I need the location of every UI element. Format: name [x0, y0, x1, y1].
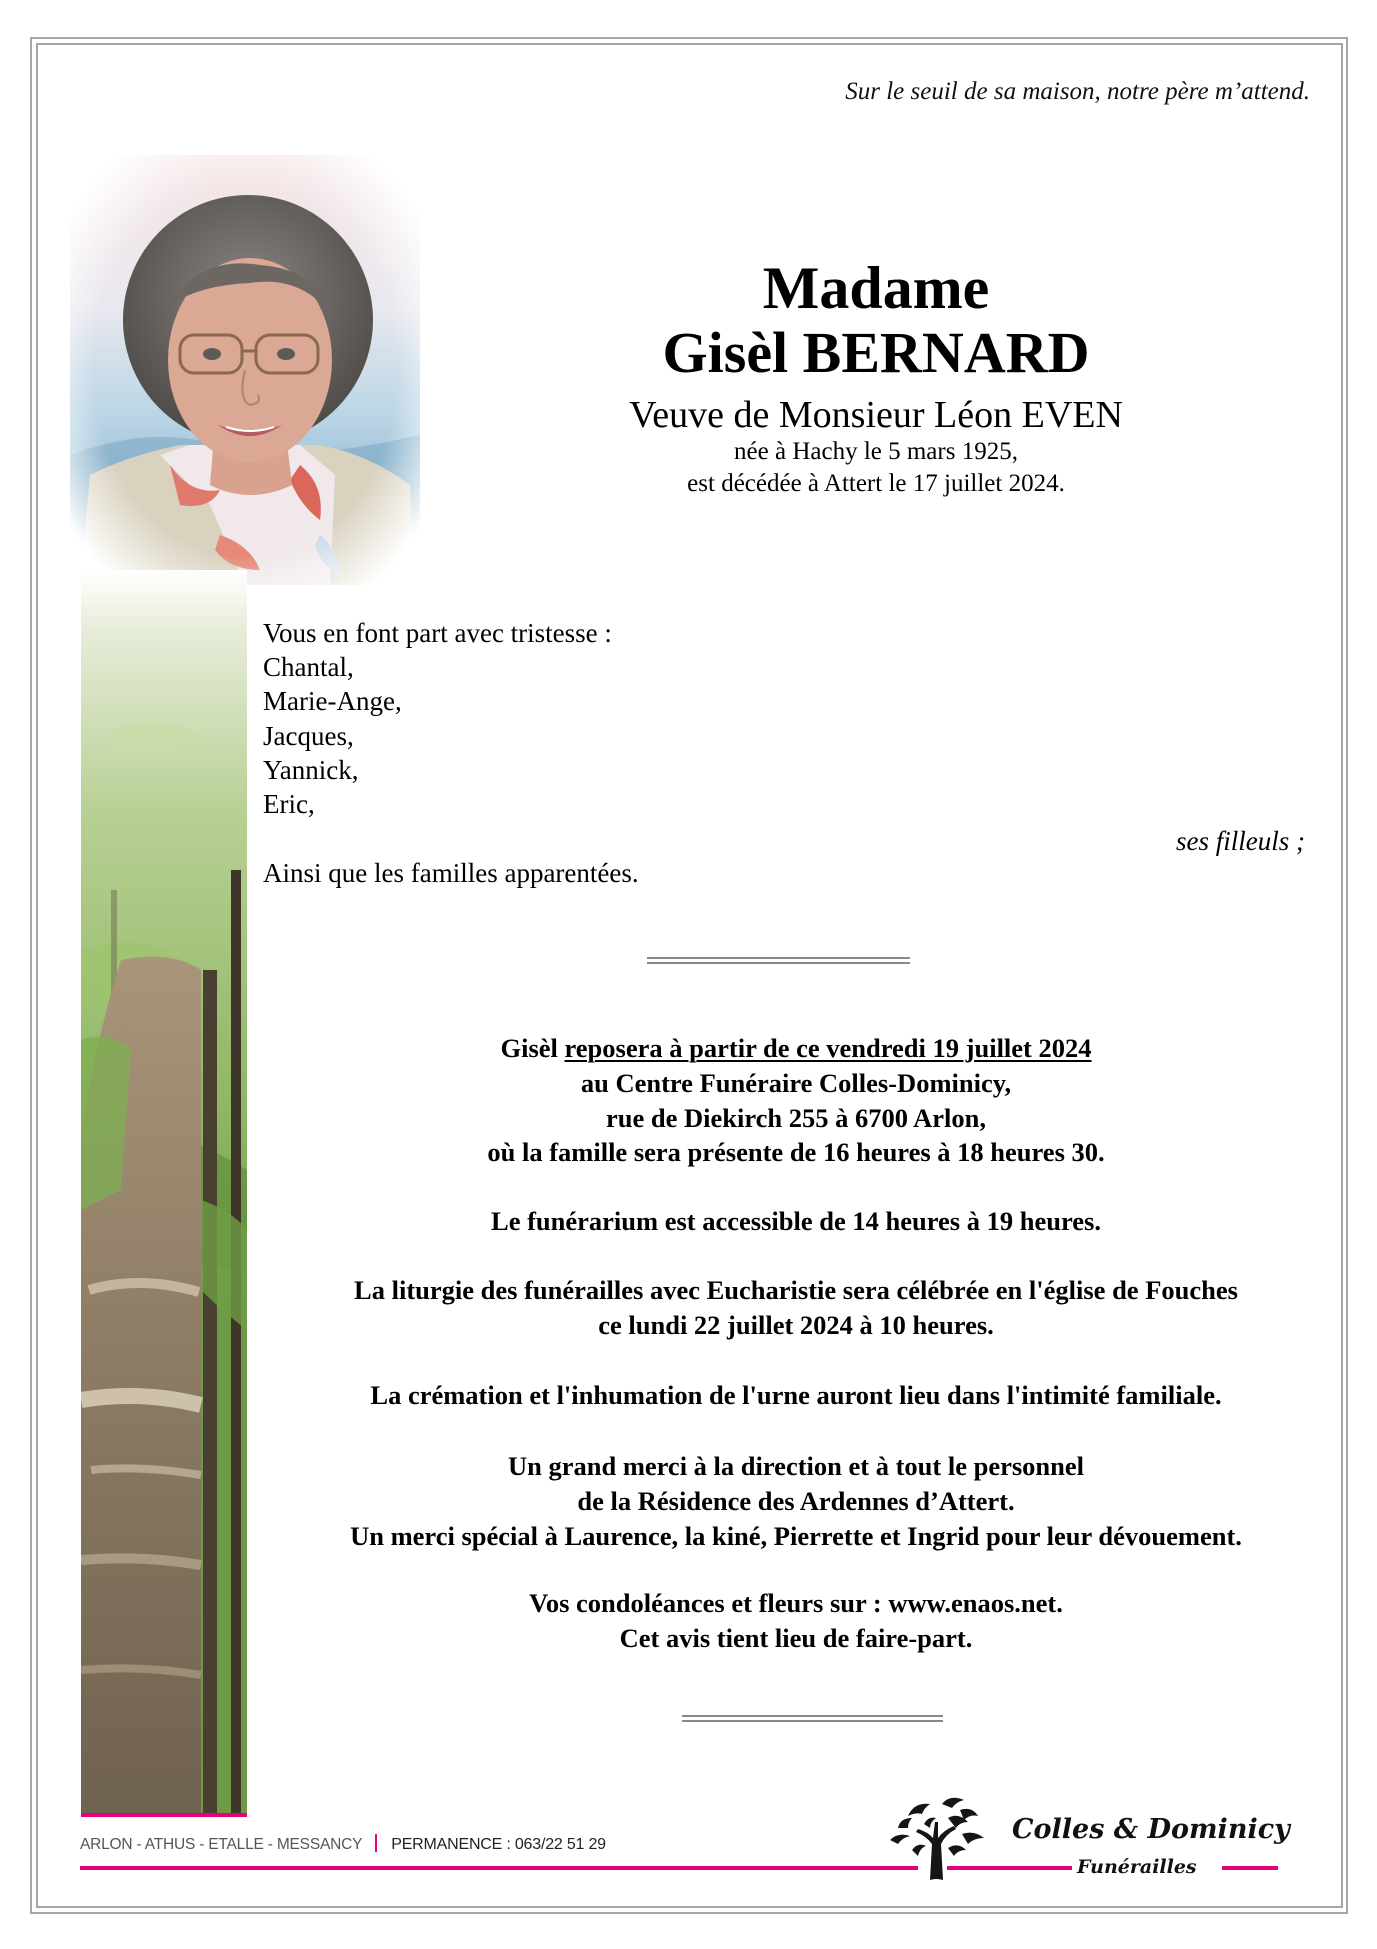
thanks-line-3: Un merci spécial à Laurence, la kiné, Pierrette et Ingrid pour leur dévouement. [350, 1520, 1242, 1551]
birth-line: née à Hachy le 5 mars 1925, [734, 438, 1018, 465]
family-member: Marie-Ange, [263, 686, 402, 717]
company-logo-subtitle: Funérailles [1077, 1856, 1197, 1878]
family-member: Eric, [263, 789, 315, 820]
footer-contact [80, 1834, 606, 1854]
forest-path-image [81, 570, 247, 1814]
family-role: ses filleuls ; [1176, 826, 1305, 856]
thanks-info [270, 1449, 1322, 1553]
thanks-line-1: Un grand merci à la direction et à tout le personnel [507, 1451, 1085, 1481]
condolences-info [270, 1586, 1322, 1656]
visitation-hours: où la famille sera présente de 16 heures à 18 heures 30. [487, 1137, 1105, 1168]
family-intro: Vous en font part avec tristesse : [263, 618, 612, 648]
visitation-address: rue de Diekirch 255 à 6700 Arlon, [605, 1102, 987, 1133]
first-name: Gisèl [500, 1033, 558, 1063]
cremation-text: La crémation et l'inhumation de l'urne auront lieu dans l'intimité familiale. [370, 1380, 1222, 1410]
cremation-info [270, 1378, 1322, 1413]
footer-permanence: PERMANENCE : 063/22 51 29 [391, 1836, 606, 1853]
deceased-name: Gisèl BERNARD [662, 320, 1090, 385]
family-member: Chantal, [263, 652, 354, 683]
footer-accent-line [80, 1866, 918, 1870]
footer-separator [375, 1834, 377, 1852]
funerarium-hours-text: Le funérarium est accessible de 14 heures à 19 heures. [491, 1206, 1101, 1236]
notice-text: Cet avis tient lieu de faire-part. [619, 1622, 973, 1653]
visitation-info [270, 1031, 1322, 1170]
epigraph-quote: Sur le seuil de sa maison, notre père m’attend. [845, 78, 1310, 105]
portrait-photo [70, 155, 420, 585]
tree-icon [888, 1792, 986, 1882]
family-member: Jacques, [263, 720, 354, 751]
thanks-line-2: de la Résidence des Ardennes d’Attert. [577, 1485, 1015, 1516]
liturgy-line-2: ce lundi 22 juillet 2024 à 10 heures. [598, 1309, 994, 1340]
forest-image-accent-line [81, 1813, 247, 1817]
family-closing: Ainsi que les familles apparentées. [263, 858, 639, 888]
spouse-line: Veuve de Monsieur Léon EVEN [629, 394, 1123, 436]
condolences-text: Vos condoléances et fleurs sur : www.enaos.net. [529, 1588, 1063, 1618]
footer-locations: ARLON - ATHUS - ETALLE - MESSANCY [80, 1836, 363, 1853]
funerarium-hours [270, 1204, 1322, 1239]
title-honorific: Madame [762, 255, 990, 321]
liturgy-line-1: La liturgie des funérailles avec Eucharistie sera célébrée en l'église de Fouches [354, 1275, 1238, 1305]
company-logo-name: Colles & Dominicy [1012, 1814, 1290, 1845]
family-member: Yannick, [263, 754, 359, 785]
visitation-line-1 [270, 1031, 1322, 1066]
visitation-date: reposera à partir de ce vendredi 19 juillet 2024 [564, 1033, 1092, 1063]
death-line: est décédée à Attert le 17 juillet 2024. [687, 470, 1065, 497]
visitation-location: au Centre Funéraire Colles-Dominicy, [580, 1067, 1012, 1098]
family-list [263, 616, 612, 821]
section-divider [682, 1715, 943, 1717]
liturgy-info [270, 1273, 1322, 1343]
footer-accent-line-3 [1222, 1866, 1278, 1870]
section-divider [647, 957, 910, 959]
